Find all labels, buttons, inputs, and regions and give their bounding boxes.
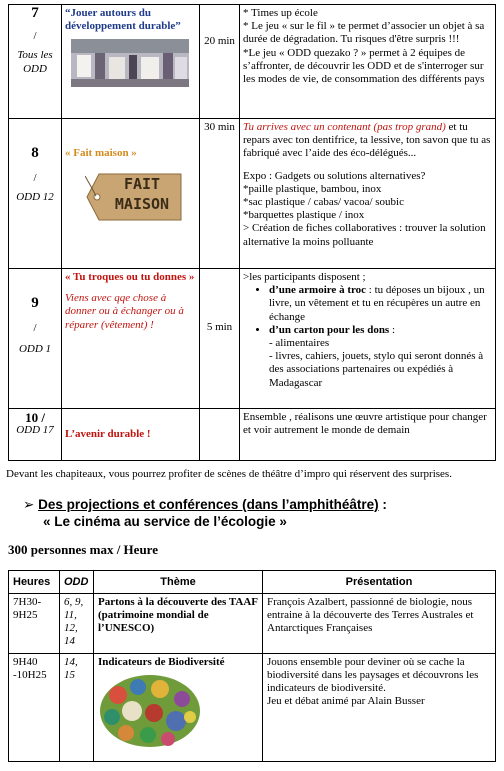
row-number: 10 / bbox=[25, 410, 45, 425]
section-title: Des projections et conférences (dans l’amphithéâtre) bbox=[38, 497, 379, 512]
duration: 30 min bbox=[204, 121, 235, 133]
table-row bbox=[9, 409, 496, 461]
schedule-table bbox=[8, 570, 496, 762]
activity-cell bbox=[62, 5, 200, 119]
description-line: Ensemble , réalisons une œuvre artistique pour changer et voir autrement le monde de demain bbox=[243, 411, 487, 437]
description-line: - alimentaires bbox=[269, 337, 330, 350]
fait-maison-tag-image bbox=[85, 170, 185, 224]
bold-text: d’une armoire à troc bbox=[269, 284, 367, 297]
row-number-cell bbox=[9, 269, 62, 409]
presentation-text: Jeu et débat animé par Alain Busser bbox=[267, 695, 425, 707]
bold-text: d’un carton pour les dons bbox=[269, 323, 390, 336]
column-header: ODD bbox=[60, 571, 94, 594]
biodiversity-image bbox=[98, 673, 258, 753]
duration-cell bbox=[200, 409, 240, 461]
activity-title: « Fait maison » bbox=[65, 147, 137, 159]
activity-cell bbox=[62, 269, 200, 409]
activities-table bbox=[8, 4, 496, 461]
description-line: > Création de fiches collaboratives : trouver la solution alternative la moins polluante bbox=[243, 222, 486, 248]
table-row bbox=[9, 654, 496, 762]
duration-cell bbox=[200, 269, 240, 409]
description-cell bbox=[240, 5, 496, 119]
description-line bbox=[243, 121, 492, 161]
highlight-text: Tu arrives avec un contenant (pas trop grand) bbox=[243, 121, 446, 133]
hours-cell: 9H40 -10H25 bbox=[9, 654, 60, 762]
odd-label: ODD 12 bbox=[16, 191, 54, 204]
column-header: Thème bbox=[94, 571, 263, 594]
odd-label: Tous les ODD bbox=[17, 49, 53, 75]
description-line: - livres, cahiers, jouets, stylo qui seront donnés à des associations partenaires ou expédiés à Madagascar bbox=[269, 350, 484, 389]
table-row bbox=[9, 119, 496, 269]
separator: / bbox=[33, 172, 37, 185]
duration-cell bbox=[200, 119, 240, 269]
duration: 5 min bbox=[206, 321, 233, 333]
duration-cell bbox=[200, 5, 240, 119]
presentation-text: Jouons ensemble pour deviner où se cache la biodiversité dans les paysages et découvrons les indicateurs de biodiversité. bbox=[267, 656, 479, 694]
arrow-icon: ➢ bbox=[23, 497, 35, 512]
description-cell bbox=[240, 269, 496, 409]
column-header: Heures bbox=[9, 571, 60, 594]
activity-subtitle: Viens avec qqe chose à donner ou à échanger ou à réparer (vêtement) ! bbox=[65, 292, 184, 331]
row-number: 8 bbox=[31, 145, 39, 161]
section-colon: : bbox=[378, 497, 387, 512]
games-photo bbox=[71, 39, 189, 87]
column-header: Présentation bbox=[263, 571, 496, 594]
list-item bbox=[269, 284, 492, 324]
odd-cell: 6, 9, 11, 12, 14 bbox=[60, 594, 94, 654]
table-header-row bbox=[9, 571, 496, 594]
description-line: * Times up école bbox=[243, 7, 318, 19]
table-row bbox=[9, 594, 496, 654]
row-number: 7 bbox=[31, 5, 39, 21]
description-line: *Le jeu « ODD quezako ? » permet à 2 équipes de s’affronter, de découvrir les ODD et de s'interroger sur les modes de vie, de consommation des différents pays bbox=[243, 46, 485, 86]
theme-cell bbox=[94, 654, 263, 762]
bullet-list bbox=[243, 284, 492, 390]
table-row bbox=[9, 5, 496, 119]
capacity-label: 300 personnes max / Heure bbox=[8, 542, 158, 557]
tag-text: MAISON bbox=[114, 195, 170, 214]
description-line: >les participants disposent ; bbox=[243, 271, 366, 283]
section-heading bbox=[23, 496, 387, 530]
table-row bbox=[9, 269, 496, 409]
list-item bbox=[269, 324, 492, 390]
description-text: : bbox=[389, 323, 396, 336]
activity-title: L’avenir durable ! bbox=[65, 427, 151, 440]
tag-text: FAIT bbox=[123, 175, 161, 194]
row-number-cell bbox=[9, 119, 62, 269]
activity-title: « Tu troques ou tu donnes » bbox=[65, 271, 195, 283]
separator: / bbox=[33, 322, 37, 335]
theme-cell: Partons à la découverte des TAAF (patrimoine mondial de l’UNESCO) bbox=[94, 594, 263, 654]
activity-cell bbox=[62, 409, 200, 461]
odd-cell: 14, 15 bbox=[60, 654, 94, 762]
separator: / bbox=[33, 30, 37, 43]
description-cell bbox=[240, 119, 496, 269]
description-text: : tu déposes un bijoux , un livre, un vêtement et tu en récupères un autre en échange bbox=[269, 284, 485, 323]
row-number-cell bbox=[9, 409, 62, 461]
description-line: *barquettes plastique / inox bbox=[243, 209, 365, 222]
activity-cell bbox=[62, 119, 200, 269]
section-subtitle: « Le cinéma au service de l’écologie » bbox=[43, 514, 287, 529]
description-line: * Le jeu « sur le fil » te permet d’associer un objet à sa durée de dégradation. Tu risques d'être surpris !!! bbox=[243, 20, 485, 46]
odd-label: ODD 17 bbox=[16, 424, 54, 437]
hours-cell: 7H30-9H25 bbox=[9, 594, 60, 654]
activity-title: “Jouer autours du développement durable” bbox=[65, 7, 181, 33]
row-number: 9 bbox=[31, 295, 39, 311]
theme-title: Indicateurs de Biodiversité bbox=[98, 656, 225, 668]
note-text: Devant les chapiteaux, vous pourrez profiter de scènes de théâtre d’impro qui réservent des surprises. bbox=[6, 468, 452, 480]
presentation-cell: François Azalbert, passionné de biologie, nous entraine à la découverte des Terres Australes et Antarctiques Françaises bbox=[263, 594, 496, 654]
duration: 20 min bbox=[204, 35, 235, 47]
row-number-cell bbox=[9, 5, 62, 119]
description-cell bbox=[240, 409, 496, 461]
description-text: et tu repars avec ton dentifrice, ta lessive, ton savon que tu as fabriqué avec l’aide des éco-délégués... bbox=[243, 121, 491, 160]
description-line: *paille plastique, bambou, inox bbox=[243, 182, 382, 195]
description-line: Expo : Gadgets ou solutions alternatives? bbox=[243, 169, 426, 182]
description-line: *sac plastique / cabas/ vacoa/ soubic bbox=[243, 196, 404, 209]
presentation-cell bbox=[263, 654, 496, 762]
odd-label: ODD 1 bbox=[18, 343, 52, 356]
